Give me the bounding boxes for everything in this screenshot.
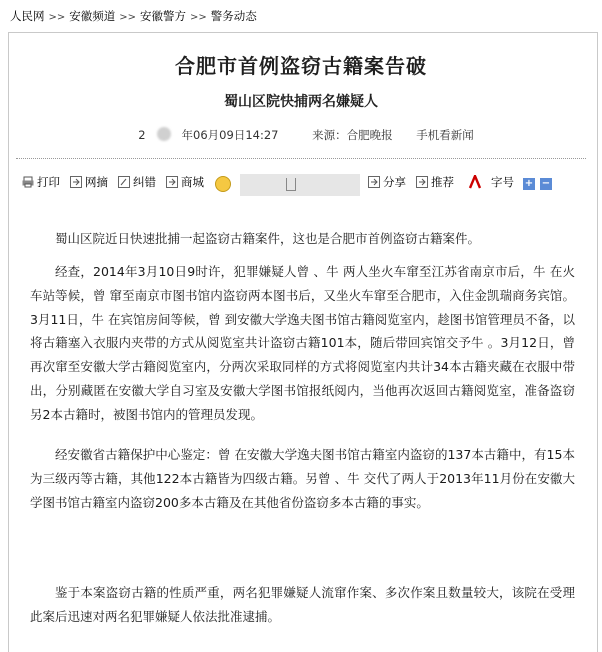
date-prefix: 2 xyxy=(138,128,146,142)
arrow-right-icon xyxy=(416,176,428,188)
paragraph-text: 经安徽省古籍保护中心鉴定：曾 在安徽大学逸夫图书馆古籍室内盗窃的137本古籍中，有15本为三级丙等古籍，其他122本古籍皆为四级古籍。另曾 、牛 交代了两人于2013年11月份在安徽大学图书馆古籍室内盗窃200多本古籍及在其他省份盗窃多本古籍的事实。 xyxy=(30,447,575,510)
article-paragraph xyxy=(30,260,575,427)
mall-button[interactable] xyxy=(166,174,204,190)
correct-label: 纠错 xyxy=(133,175,156,189)
article-paragraph xyxy=(30,227,575,251)
breadcrumb-sep: >> xyxy=(48,12,66,23)
people-logo-icon xyxy=(468,175,482,189)
arrow-right-icon xyxy=(166,176,178,188)
article-paragraph xyxy=(30,581,575,629)
printer-icon xyxy=(22,176,34,188)
share-label: 分享 xyxy=(383,175,406,189)
breadcrumb-sep: >> xyxy=(190,12,207,23)
recommend-label: 推荐 xyxy=(431,175,454,189)
breadcrumb-sep: >> xyxy=(119,12,137,23)
fontsize-control xyxy=(468,174,514,190)
edit-icon xyxy=(118,176,130,188)
arrow-right-icon xyxy=(368,176,380,188)
article-title: 合肥市首例盗窃古籍案告破 xyxy=(175,54,427,78)
redacted-mark xyxy=(157,127,171,141)
date-suffix: 年06月09日14:27 xyxy=(181,128,279,142)
paragraph-text: 鉴于本案盗窃古籍的性质严重，两名犯罪嫌疑人流窜作案、多次作案且数量较大，该院在受理此案后迅速对两名犯罪嫌疑人依法批准逮捕。 xyxy=(30,585,575,624)
article-date xyxy=(128,127,288,143)
breadcrumb-anhui-police[interactable]: 安徽警方 xyxy=(140,9,187,23)
article-meta xyxy=(0,127,602,143)
ad-banner[interactable] xyxy=(240,174,360,196)
mall-label: 商城 xyxy=(181,175,204,189)
article-paragraph xyxy=(30,443,575,514)
share-button[interactable] xyxy=(368,174,406,190)
breadcrumb-police-news[interactable]: 警务动态 xyxy=(210,9,257,23)
fontsize-label: 字号 xyxy=(491,175,514,189)
correct-button[interactable] xyxy=(118,174,156,190)
recommend-button[interactable] xyxy=(416,174,454,190)
article-subtitle: 蜀山区院快捕两名嫌疑人 xyxy=(224,94,378,110)
breadcrumb-home[interactable]: 人民网 xyxy=(10,9,45,23)
font-increase-button[interactable]: + xyxy=(524,178,534,189)
mobile-news-link[interactable]: 手机看新闻 xyxy=(416,128,474,142)
article-source: 来源：合肥晚报 xyxy=(312,128,393,142)
font-decrease-button[interactable]: − xyxy=(541,178,551,189)
print-label: 打印 xyxy=(37,175,60,189)
smiley-icon xyxy=(215,176,231,192)
breadcrumb-anhui-channel[interactable]: 安徽频道 xyxy=(69,9,116,23)
netpost-button[interactable] xyxy=(70,174,108,190)
divider xyxy=(16,158,586,159)
netpost-label: 网摘 xyxy=(85,175,108,189)
print-button[interactable] xyxy=(22,174,60,190)
breadcrumb xyxy=(10,8,257,24)
paragraph-text: 经查，2014年3月10日9时许，犯罪嫌疑人曾 、牛 两人坐火车窜至江苏省南京市后，牛 在火车站等候，曾 窜至南京市图书馆内盗窃两本图书后，又坐火车窜至合肥市，入住金凯瑞商务宾馆。3月11日，牛 在宾馆房间等候，曾 到安徽大学逸夫图书馆古籍阅览室内，趁图书馆管理员不备，以将古籍塞入衣服内夹带的方式从阅览室共计盗窃古籍101本，随后带回宾馆交予牛 。3月12日，曾 再次窜至安徽大学古籍阅览室内，分两次采取同样的方式将阅览室内共计34本古籍夹藏在衣服中带出，分别藏匿在安徽大学自习室及安徽大学图书馆报纸阅内，当他再次返回古籍阅览室，准备盗窃另2本古籍时，被图书馆内的管理员发现。 xyxy=(30,264,575,422)
bracket-icon xyxy=(286,178,296,191)
paragraph-text: 蜀山区院近日快速批捕一起盗窃古籍案件，这也是合肥市首例盗窃古籍案件。 xyxy=(55,231,481,246)
arrow-right-icon xyxy=(70,176,82,188)
